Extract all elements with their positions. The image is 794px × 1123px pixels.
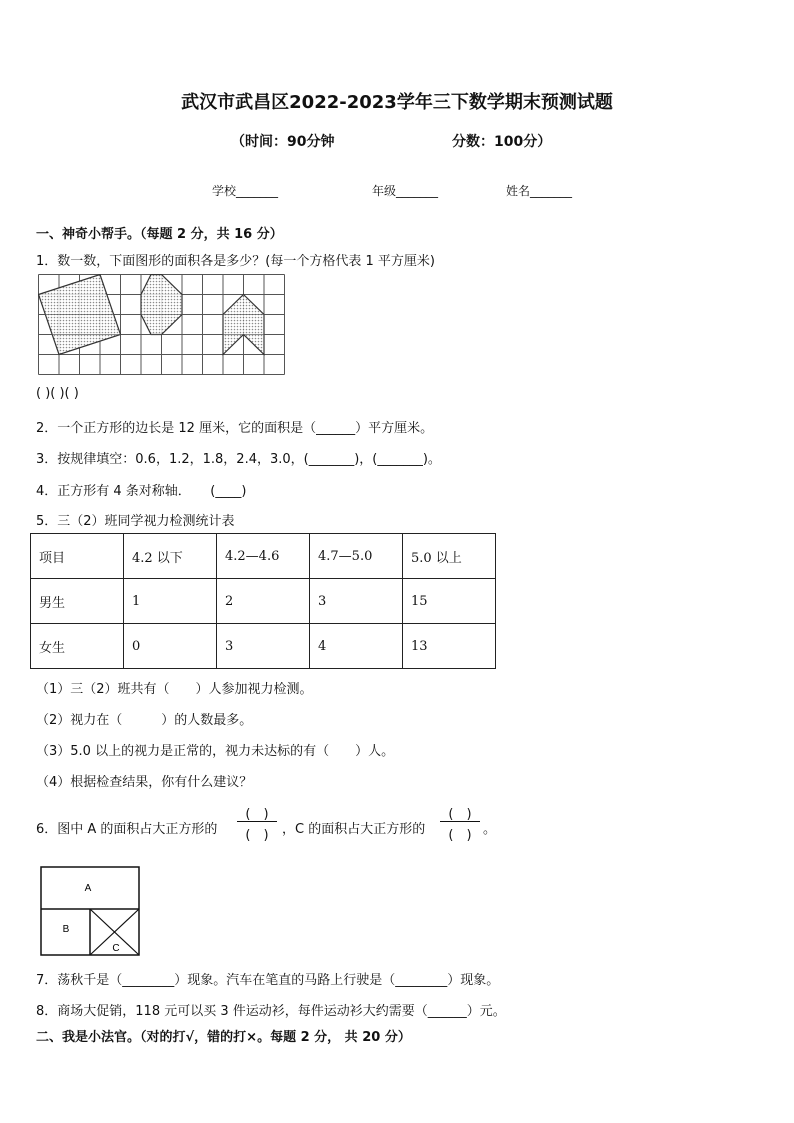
table-header-cell: 4.7—5.0 [310,534,403,579]
question-6-prefix: 6．图中 A 的面积占大正方形的 [36,822,218,837]
table-row [31,579,496,624]
question-5-sub-3: （3）5.0 以上的视力是正常的，视力未达标的有（ ）人。 [36,744,395,759]
grade-field: 年级_______ [372,184,439,198]
school-field: 学校_______ [212,184,279,198]
table-row [31,624,496,669]
table-cell: 0 [124,624,217,669]
question-2: 2．一个正方形的边长是 12 厘米，它的面积是（______）平方厘米。 [36,421,434,436]
table-header-cell: 项目 [31,534,124,579]
exam-score: 分数：100分） [452,134,552,150]
table-cell: 13 [403,624,496,669]
question-3: 3．按规律填空：0.6，1.2，1.8，2.4，3.0，(_______)，(_______)。 [36,452,441,467]
question-5: 5．三（2）班同学视力检测统计表 [36,514,235,529]
area-grid-figure [38,274,288,378]
table-header-cell: 5.0 以上 [403,534,496,579]
table-header-cell: 4.2 以下 [124,534,217,579]
exam-time: （时间：90分钟 [231,134,335,150]
table-cell: 3 [217,624,310,669]
question-5-sub-2: （2）视力在（ ）的人数最多。 [36,713,253,728]
table-cell: 男生 [31,579,124,624]
question-5-sub-4: （4）根据检查结果，你有什么建议？ [36,775,253,790]
fraction-denominator: ( ) [448,828,472,843]
shape-octagon [141,275,182,335]
question-1: 1．数一数，下面图形的面积各是多少？(每一个方格代表 1 平方厘米) [36,254,435,269]
label-c: C [112,943,120,954]
table-cell: 女生 [31,624,124,669]
table-cell: 2 [217,579,310,624]
fraction-numerator: ( ) [448,807,472,822]
question-6-suffix: 。 [483,822,497,837]
section2-heading: 二、我是小法官。（对的打√，错的打×。每题 2 分， 共 20 分） [36,1030,411,1045]
table-cell: 15 [403,579,496,624]
question-1-answer: ( )( )( ) [36,386,79,401]
fraction-denominator: ( ) [245,828,269,843]
section1-heading: 一、神奇小帮手。（每题 2 分，共 16 分） [36,227,283,242]
table-cell: 3 [310,579,403,624]
fraction-c [438,803,482,843]
table-cell: 1 [124,579,217,624]
question-7: 7．荡秋千是（________）现象。汽车在笔直的马路上行驶是（________）现象。 [36,973,500,988]
square-partition-figure [40,866,144,958]
table-cell: 4 [310,624,403,669]
table-header-row [31,534,496,579]
question-8: 8．商场大促销，118 元可以买 3 件运动衫，每件运动衫大约需要（______）元。 [36,1004,506,1019]
vision-stats-table [30,533,496,669]
label-b: B [62,924,70,935]
page-title: 武汉市武昌区2022-2023学年三下数学期末预测试题 [181,92,613,113]
label-a: A [84,883,92,894]
table-header-cell: 4.2—4.6 [217,534,310,579]
question-5-sub-1: （1）三（2）班共有（ ）人参加视力检测。 [36,682,313,697]
fraction-numerator: ( ) [245,807,269,822]
name-field: 姓名_______ [506,184,573,198]
question-6-middle: ，C 的面积占大正方形的 [282,822,426,837]
question-4: 4．正方形有 4 条对称轴． (____) [36,484,247,499]
fraction-a [235,803,279,843]
